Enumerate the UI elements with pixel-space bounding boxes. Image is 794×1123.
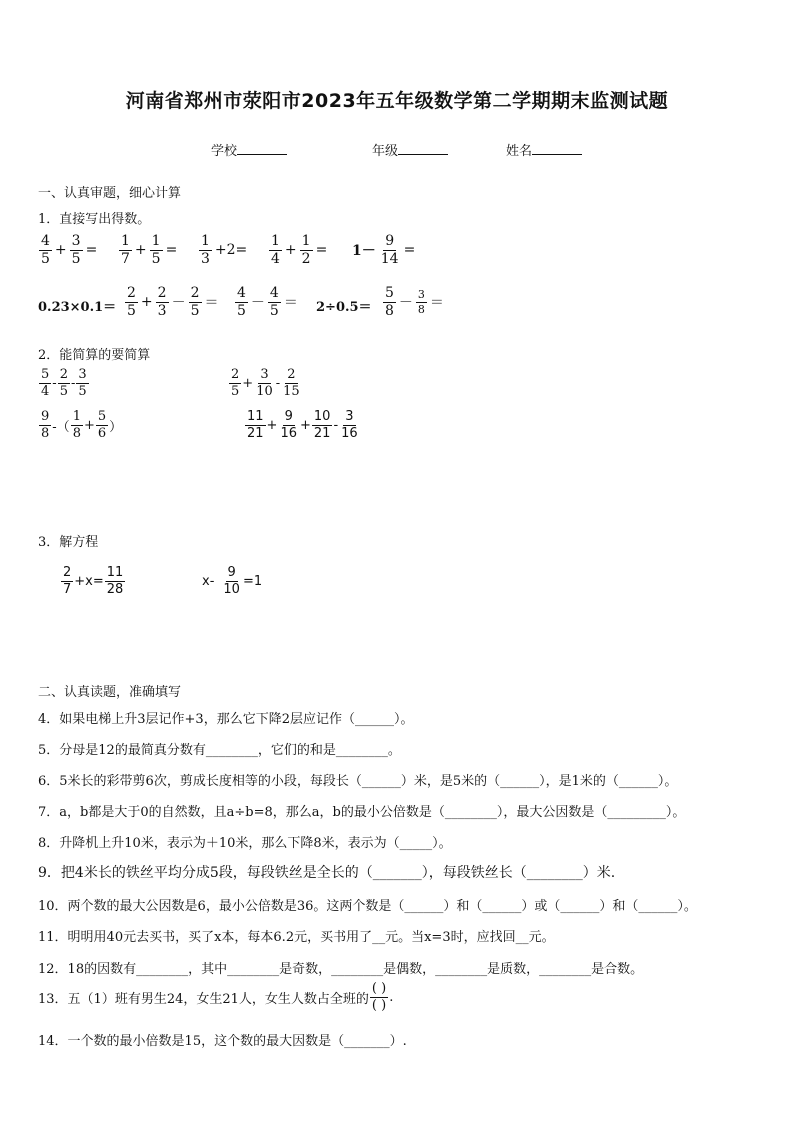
section2-heading: 二、认真读题，准确填写 <box>38 685 182 700</box>
name-label: 姓名 <box>506 144 533 159</box>
q2-e3: $\frac{9}{8}$ -（ $\frac{1}{8}$ + $\frac{5}{6}$ ） <box>41 409 123 441</box>
q3-e1: $\frac{2}{7}$ +x= $\frac{11}{28}$ <box>63 565 124 597</box>
q3-e2: x- $\frac{9}{10}$ =1 <box>202 565 263 597</box>
q1-r2-e4: 2÷0.5＝ <box>316 300 372 315</box>
q1-label: 1．直接写出得数。 <box>38 212 151 227</box>
q2-e2: $\frac{2}{5}$ + $\frac{3}{10}$ - $\frac{2}{15}$ <box>231 367 300 399</box>
question-8: 8．升降机上升10米，表示为＋10米，那么下降8米，表示为（_____）。 <box>38 836 452 851</box>
q1-r1-e1: $\frac{4}{5}$ + $\frac{3}{5}$ = <box>41 233 98 267</box>
question-12: 12．18的因数有________，其中________是奇数，________是偶数，________是质数，________是合数。 <box>38 962 644 977</box>
question-14: 14．一个数的最小倍数是15，这个数的最大因数是（_______）. <box>38 1034 407 1049</box>
q1-row1 <box>38 234 99 266</box>
page-title: 河南省郑州市荥阳市2023年五年级数学第二学期期末监测试题 <box>125 90 669 112</box>
q1-r1-e2: $\frac{1}{7}$ + $\frac{1}{5}$ = <box>121 233 178 267</box>
grade-blank[interactable] <box>398 142 448 155</box>
question-5: 5．分母是12的最简真分数有________，它们的和是________。 <box>38 743 401 758</box>
school-field[interactable] <box>211 140 287 159</box>
grade-label: 年级 <box>372 144 399 159</box>
name-field[interactable] <box>506 140 582 159</box>
question-4: 4．如果电梯上升3层记作+3，那么它下降2层应记作（______）。 <box>38 712 414 727</box>
q1-r2-e5: $\frac{5}{8}$ － $\frac{3}{8}$ ＝ <box>385 285 444 319</box>
school-blank[interactable] <box>237 142 287 155</box>
question-7: 7．a，b都是大于0的自然数，且a÷b=8，那么a，b的最小公倍数是（________），最大公因数是（_________）。 <box>38 805 686 820</box>
q2-e1: $\frac{5}{4}$ - $\frac{2}{5}$ - $\frac{3}{5}$ <box>41 367 87 399</box>
name-blank[interactable] <box>532 142 582 155</box>
grade-field[interactable] <box>372 140 448 159</box>
question-6: 6．5米长的彩带剪6次，剪成长度相等的小段，每段长（______）米，是5米的（______），是1米的（______）。 <box>38 774 678 789</box>
q1-r2-e1: 0.23×0.1＝ <box>38 300 117 315</box>
q1-r2-e2: $\frac{2}{5}$ + $\frac{2}{3}$ － $\frac{2}{5}$ ＝ <box>127 285 219 319</box>
q3-label: 3．解方程 <box>38 535 99 550</box>
q1-r1-e4: $\frac{1}{4}$ + $\frac{1}{2}$ = <box>271 233 328 267</box>
question-10: 10．两个数的最大公因数是6，最小公倍数是36。这两个数是（______）和（______）或（______）和（______）。 <box>38 899 697 914</box>
q13-text: 13．五（1）班有男生24，女生21人，女生人数占全班的 <box>38 991 369 1007</box>
q2-e4: $\frac{11}{21}$ + $\frac{9}{16}$ + $\frac{10}{21}$ - $\frac{3}{16}$ <box>247 409 358 441</box>
q1-r2-e3: $\frac{4}{5}$ － $\frac{4}{5}$ ＝ <box>237 285 298 319</box>
q1-r1-e5: 1－ $\frac{9}{14}$ = <box>352 233 416 267</box>
q13-fraction-blank[interactable]: $\frac{( )}{( )}$ <box>371 981 387 1013</box>
q2-label: 2．能简算的要简算 <box>38 348 151 363</box>
section1-heading: 一、认真审题，细心计算 <box>38 186 182 201</box>
question-13: 13．五（1）班有男生24，女生21人，女生人数占全班的 $\frac{( )}{( )}$ . <box>38 981 394 1013</box>
question-9: 9．把4米长的铁丝平均分成5段，每段铁丝是全长的（_______），每段铁丝长（________）米. <box>38 865 616 881</box>
question-11: 11．明明用40元去买书，买了x本，每本6.2元，买书用了__元。当x=3时，应找回__元。 <box>38 930 555 945</box>
q1-r1-e3: $\frac{1}{3}$ +2= <box>201 233 248 267</box>
school-label: 学校 <box>211 144 238 159</box>
